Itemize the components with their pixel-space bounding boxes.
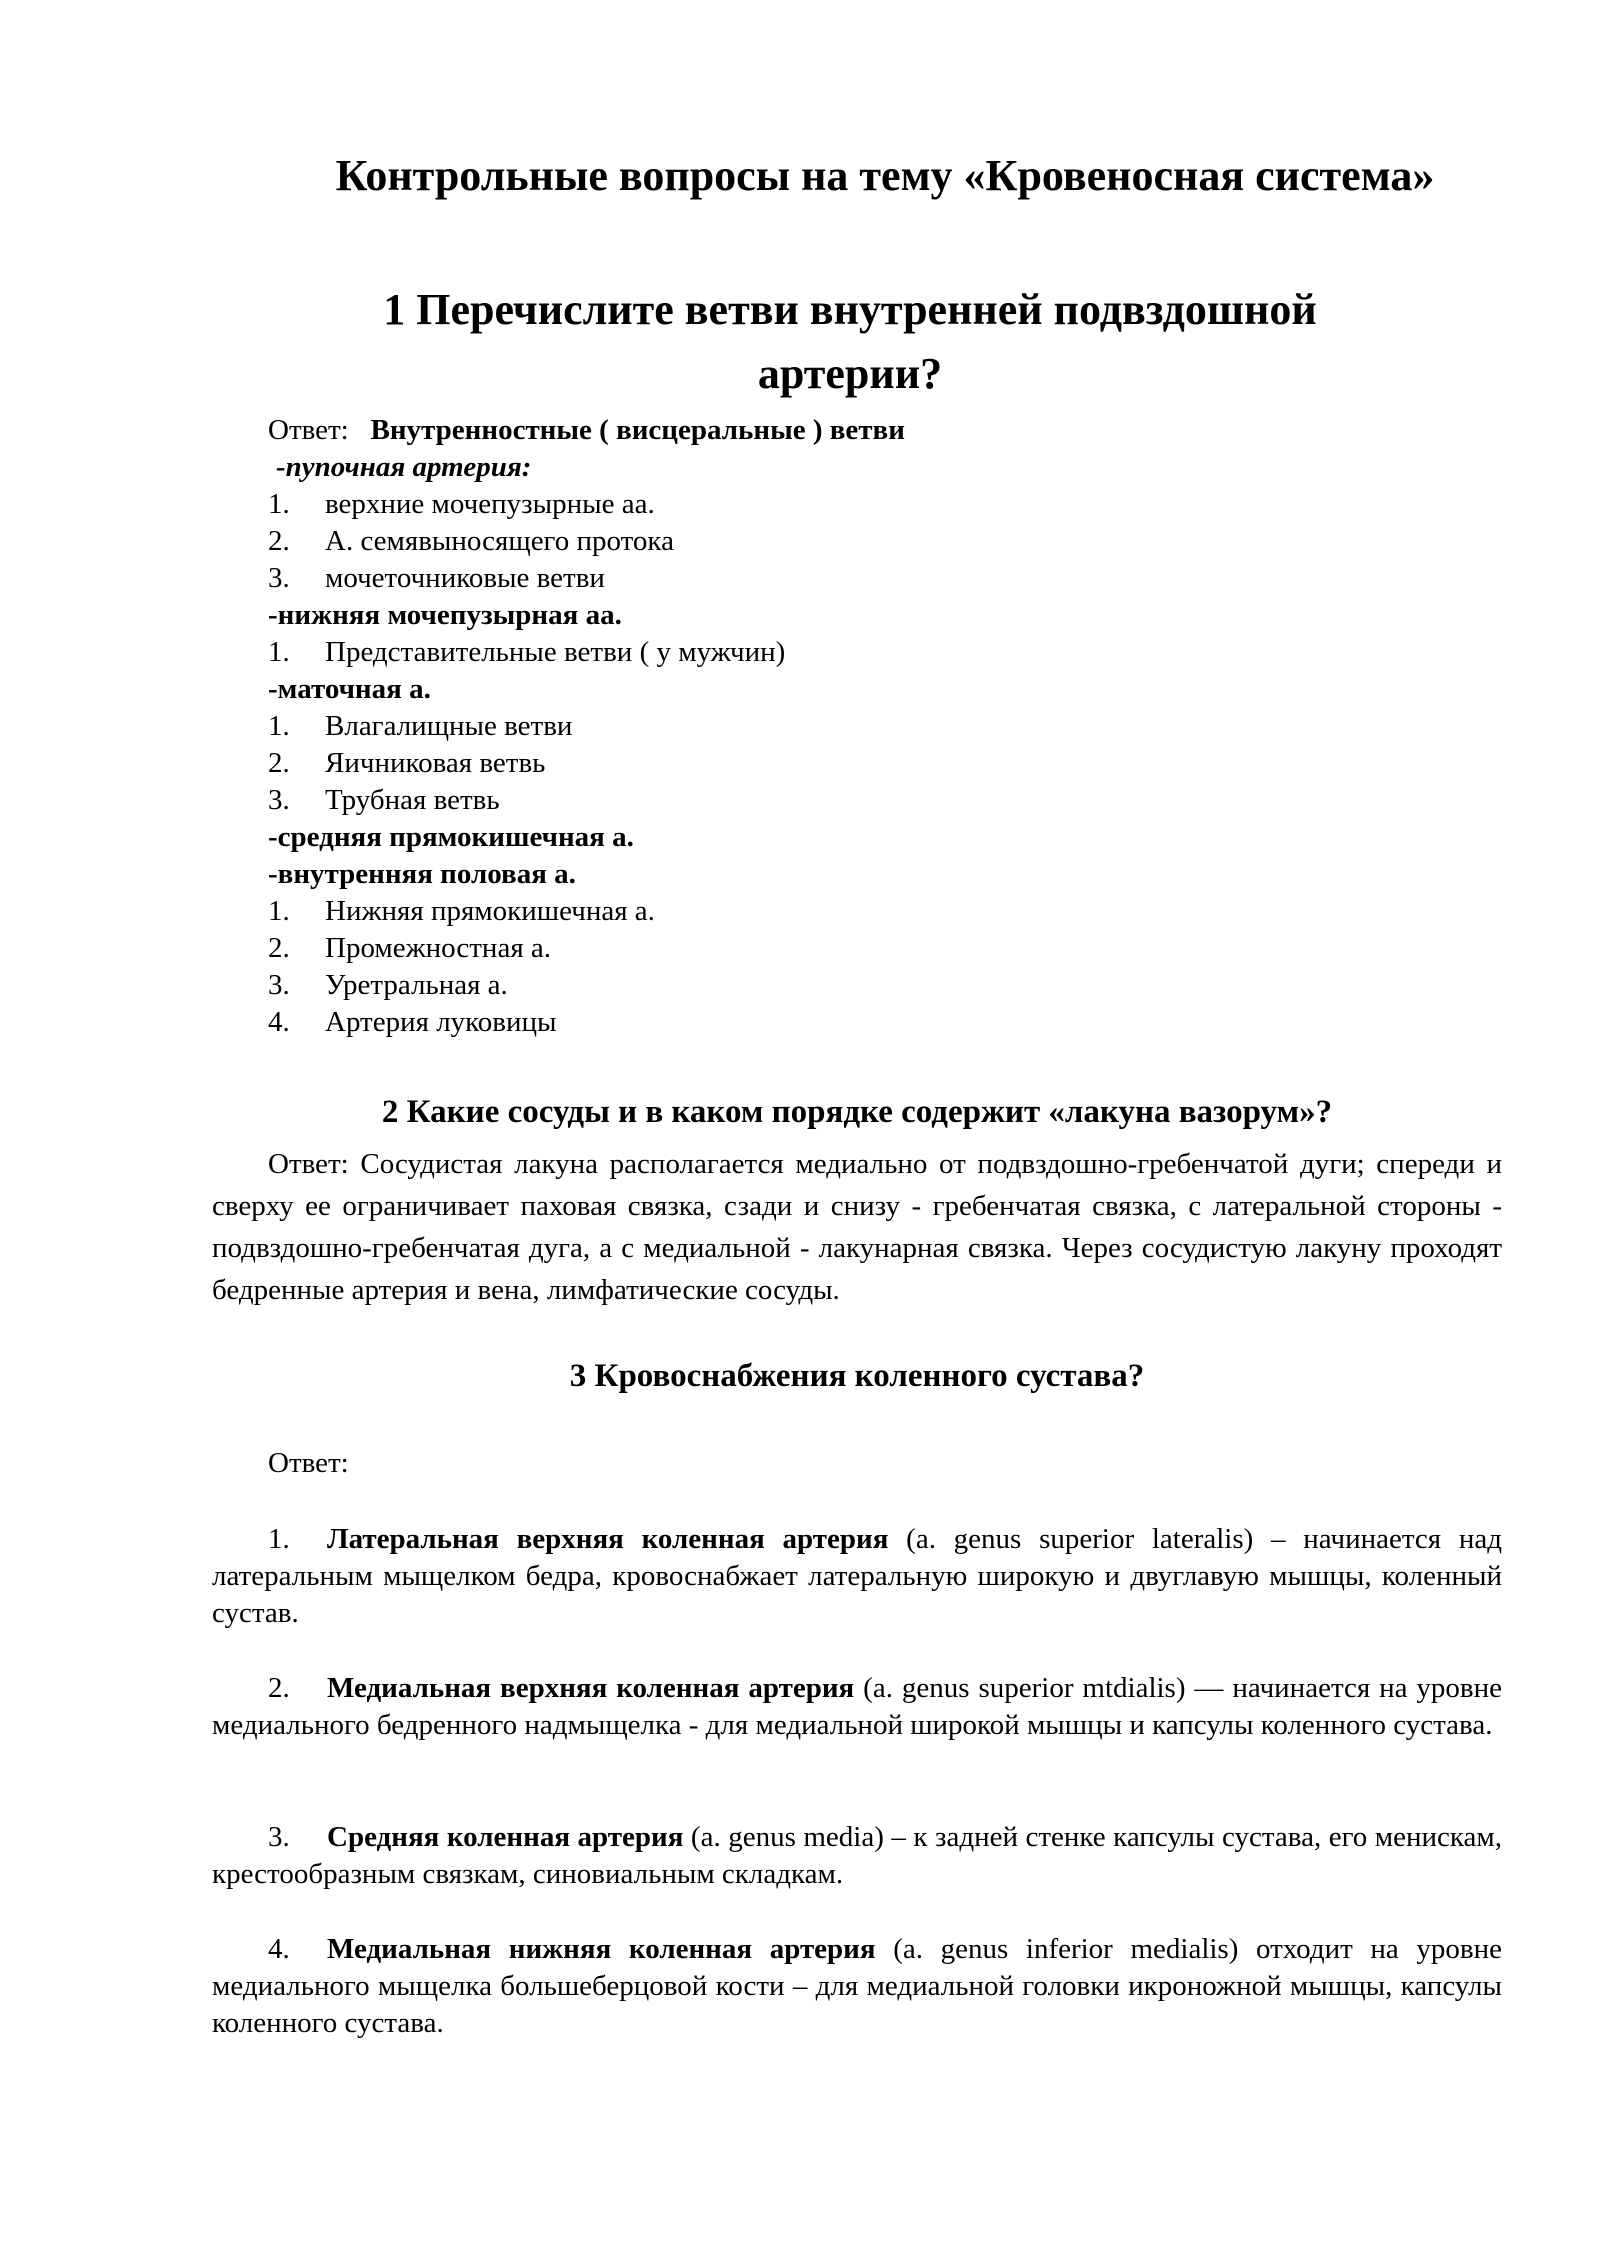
knee-artery-item: 3. Средняя коленная артерия (a. genus media) – к задней стенке капсулы сустава, его менискам, крестообразным связкам, синовиальным складкам. [212,1821,1503,1890]
question-1-heading: 1 Перечислите ветви внутренней подвздошной артерии? [383,285,1317,398]
list-item: 1. верхние мочепузырные аа. [268,488,655,520]
list-item: 1. Представительные ветви ( у мужчин) [268,636,786,668]
knee-artery-item: 4. Медиальная нижняя коленная артерия (a. genus inferior medialis) отходит на уровне медиального мыщелка большеберцовой кости – для медиальной головки икроножной мышцы, капсулы коленного сустава. [212,1933,1502,2039]
knee-artery-item: 1. Латеральная верхняя коленная артерия (a. genus superior lateralis) – начинается над латеральным мыщелком бедра, кровоснабжает латеральную широкую и двуглавую мышцы, коленный сустав. [212,1523,1502,1629]
list-item: 2. А. семявыносящего протока [268,525,674,557]
list-item: 3. Уретральная а. [268,969,508,1001]
answer-heading: Внутренностные ( висцеральные ) ветви [370,414,905,446]
list-item: 3. мочеточниковые ветви [268,562,605,594]
group-title: -внутренняя половая а. [268,858,576,890]
list-item: 1. Влагалищные ветви [268,710,573,742]
group-title: -пупочная артерия: [276,451,532,483]
knee-artery-item: 2. Медиальная верхняя коленная артерия (a. genus superior mtdialis) — начинается на уровне медиального бедренного надмыщелка - для медиальной широкой мышцы и капсулы коленного сустава. [212,1672,1503,1741]
list-item: 2. Промежностная а. [268,932,552,964]
group-title: -средняя прямокишечная а. [268,821,634,853]
list-item: 3. Трубная ветвь [268,784,500,816]
answer-1-header [268,412,905,449]
document-title: Контрольные вопросы на тему «Кровеносная система» [335,151,1435,200]
question-1-answer [268,412,905,1041]
list-item: 4. Артерия луковицы [268,1006,557,1038]
question-2-answer: Ответ: Сосудистая лакуна располагается медиально от подвздошно-гребенчатой дуги; спереди и сверху ее ограничивает паховая связка, сзади и снизу - гребенчатая связка, с латеральной стороны - подвздошно-гребенчатая дуга, а с медиальной - лакунарная связка. Через сосудистую лакуну проходят бедренные артерия и вена, лимфатические сосуды. [212,1148,1502,1306]
group-title: -маточная а. [268,673,431,705]
question-3-heading: 3 Кровоснабжения коленного сустава? [569,1358,1145,1394]
list-item: 1. Нижняя прямокишечная а. [268,895,655,927]
answer-label: Ответ: [268,1447,349,1479]
list-item: 2. Яичниковая ветвь [268,747,546,779]
question-2-heading: 2 Какие сосуды и в каком порядке содержит «лакуна вазорум»? [381,1094,1333,1130]
group-title: -нижняя мочепузырная аа. [268,599,622,631]
answer-label: Ответ: [268,414,349,446]
